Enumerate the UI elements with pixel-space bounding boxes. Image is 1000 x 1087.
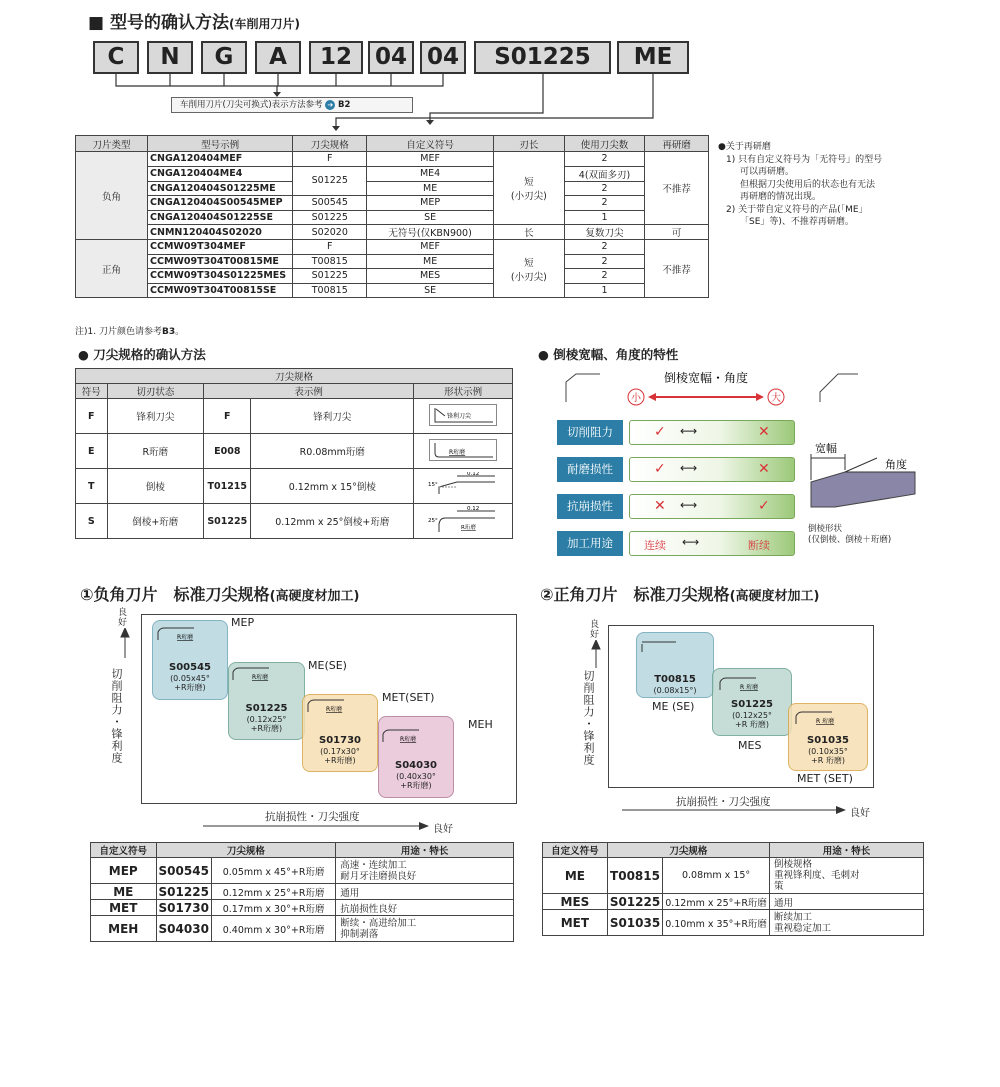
blob-name: MET(SET) [382, 691, 435, 704]
connector-lines [0, 0, 1000, 140]
chamfer-shape-diagram [805, 432, 925, 512]
insert-table: 刀片类型 型号示例 刀尖规格 自定义符号 刃长 使用刀尖数 再研磨 负角 CNGA120404MEF F MEF 短 (小刃尖) 2 不推荐 CNGA120404ME4 S01225 ME4 4(双面多刃) CNGA120404S01225ME ME 2 CNGA120404S00545MEP S00545 MEP 2 CNGA120404S01225SE S01225 SE 1 CNMN120404S02020 S02020 无符号(仅KBN900) 长 复数刀尖 可 正角 CCMW09T304MEF F MEF 短 (小刃尖) 2 不推荐 CCMW09T304T00815ME T00815 ME 2 CCMW09T304S01225MES S01225 MES 2 CCMW09T304T00815SE T00815 SE 1 [75, 135, 709, 298]
shape-label: R珩磨 [449, 448, 466, 456]
width-label: 宽幅 [815, 442, 837, 455]
prop-label: 切削阻力 [557, 420, 623, 445]
blob-code: S04030 [395, 760, 437, 771]
arrow-circle-icon: ➔ [325, 100, 335, 110]
blob-name: MET (SET) [797, 772, 853, 785]
shape-label: R珩磨 [461, 524, 476, 531]
prop-label: 抗崩损性 [557, 494, 623, 519]
small-label: 小 [631, 393, 641, 404]
blob-name: ME (SE) [652, 700, 695, 713]
chamfer-edge-icon [427, 472, 499, 498]
prop-label: 耐磨损性 [557, 457, 623, 482]
x-axis-arrow [203, 821, 431, 831]
prop-bar: 连续 ⟷ 断续 [629, 531, 795, 556]
svg-text:R 珩磨: R 珩磨 [740, 684, 759, 691]
blob-code: S01225 [731, 699, 773, 710]
blob-desc: +R珩磨) [400, 781, 432, 790]
chamfer-hone-edge-icon [427, 506, 499, 534]
y-axis-label: 切削阻力・锋利度 [110, 668, 123, 764]
pos-spec-table: 自定义符号 刀尖规格 用途・特长 ME T00815 0.08mm x 15° 倒棱规格 重视锋利度、毛刺对 策 MES S01225 0.12mm x 25°+R珩磨 通用 MET S01035 0.10mm x 35°+R珩磨 断续加工 重视稳定加工 [542, 842, 924, 936]
shape-label: 15° [428, 481, 438, 488]
code-box: C [93, 41, 139, 74]
x-axis-arrow [622, 805, 848, 815]
svg-text:R珩磨: R珩磨 [252, 674, 269, 681]
blob-name: MEH [468, 718, 493, 731]
code-box: ME [617, 41, 689, 74]
x-good-label: 良好 [850, 808, 870, 819]
blob-desc: (0.17x30° [320, 747, 360, 756]
regrind-note: ●关于再研磨 1) 只有自定义符号为「无符号」的型号 可以再研磨。 但根据刀尖使用后的状态也有无法 再研磨的情况出现。 2) 关于带自定义符号的产品(「ME」 「SE」等)、不推荐再研磨。 [718, 142, 883, 227]
code-box: S01225 [474, 41, 611, 74]
blob-desc: +R珩磨) [250, 724, 283, 733]
svg-text:R珩磨: R珩磨 [400, 736, 417, 743]
shape-label: 0.12 [467, 471, 480, 477]
y-good-label: 良好 [118, 608, 128, 628]
large-label: 大 [771, 393, 781, 404]
svg-text:R珩磨: R珩磨 [326, 706, 343, 713]
shape-label: 25° [428, 517, 438, 524]
blob-name: ME(SE) [308, 659, 347, 672]
y-good-label: 良好 [590, 620, 600, 640]
shape-label: 锋利刀尖 [447, 412, 472, 420]
y-axis-arrow [120, 628, 130, 658]
blob-desc: +R珩磨) [174, 683, 206, 692]
pos-section-title: ②正角刀片 标准刀尖规格(高硬度材加工) [540, 585, 820, 604]
svg-text:R珩磨: R珩磨 [177, 634, 194, 641]
blob-desc: (0.05x45° [170, 674, 210, 683]
x-axis-label: 抗崩损性・刀尖强度 [265, 811, 360, 823]
blob-desc: +R 珩磨) [735, 720, 769, 729]
reference-page: B2 [338, 100, 351, 110]
blob-code: S01225 [245, 703, 288, 714]
x-good-label: 良好 [433, 824, 453, 835]
shape-label: 0.12 [467, 505, 480, 512]
prop-bar: ✕ ⟷ ✓ [629, 494, 795, 519]
code-box: 12 [309, 41, 363, 74]
angle-label: 角度 [885, 458, 907, 471]
prop-label: 加工用途 [557, 531, 623, 556]
prop-bar: ✓ ⟷ ✕ [629, 457, 795, 482]
blob-name: MEP [231, 616, 255, 629]
code-box: 04 [368, 41, 414, 74]
blob-code: S01730 [319, 735, 361, 746]
x-axis-label: 抗崩损性・刀尖强度 [676, 796, 771, 808]
y-axis-arrow [591, 640, 601, 668]
blob-code: S00545 [169, 662, 211, 673]
code-box: G [201, 41, 247, 74]
svg-text:R 珩磨: R 珩磨 [816, 718, 835, 725]
chamfer-head-label: 倒棱宽幅・角度 [663, 371, 749, 385]
blob-desc: (0.10x35° [808, 747, 848, 756]
neg-spec-table: 自定义符号 刀尖规格 用途・特长 MEP S00545 0.05mm x 45°+R珩磨 高速・连续加工 耐月牙洼磨损良好 ME S01225 0.12mm x 25°+R珩磨 通用 MET S01730 0.17mm x 30°+R珩磨 抗崩损性良好 MEH S04030 0.40mm x 30°+R珩磨 断续・高进给加工 抑制剥落 [90, 842, 514, 942]
footnote: 注)1. 刀片颜色请参考B3。 [75, 327, 185, 337]
blob-desc: (0.08x15°) [653, 686, 697, 695]
code-box: A [255, 41, 301, 74]
blob-desc: (0.40x30° [396, 772, 436, 781]
edge-section-title: ● 刀尖规格的确认方法 [78, 347, 206, 362]
chamfer-section-title: ● 倒棱宽幅、角度的特性 [538, 347, 679, 362]
prop-bar: ✓ ⟷ ✕ [629, 420, 795, 445]
blob-name: MES [738, 739, 762, 752]
blob-code: T00815 [654, 674, 696, 685]
reference-box: 车削用刀片(刀尖可换式)表示方法参考 ➔ B2 [171, 97, 413, 113]
sharp-edge-icon [429, 404, 497, 426]
chamfer-shape-caption: 倒棱形状 (仅倒棱、倒棱＋珩磨) [808, 524, 892, 545]
y-axis-label: 切削阻力・锋利度 [582, 670, 595, 766]
edge-spec-table: 刀尖规格 符号 切刃状态 表示例 形状示例 F 锋利刀尖 F 锋利刀尖 锋利刀尖 E R珩磨 E008 R0.08mm珩磨 R珩磨 T 倒棱 T01215 0.12mm x 15°倒棱 0.12 15° S 倒棱+珩磨 S01225 0.12mm x 25°倒棱+珩磨 0.12 25° R珩磨 [75, 368, 513, 539]
code-box: N [147, 41, 193, 74]
blob-desc: (0.12x25° [732, 711, 772, 720]
page-title: ■ 型号的确认方法(车削用刀片) [88, 13, 300, 33]
blob-code: S01035 [807, 735, 849, 746]
hone-edge-icon [429, 439, 497, 461]
blob-desc: +R 珩磨) [811, 756, 845, 765]
neg-section-title: ①负角刀片 标准刀尖规格(高硬度材加工) [80, 585, 360, 604]
blob-desc: (0.12x25° [246, 715, 287, 724]
blob-desc: +R珩磨) [324, 756, 356, 765]
code-box: 04 [420, 41, 466, 74]
chamfer-header-graphic [548, 368, 928, 408]
